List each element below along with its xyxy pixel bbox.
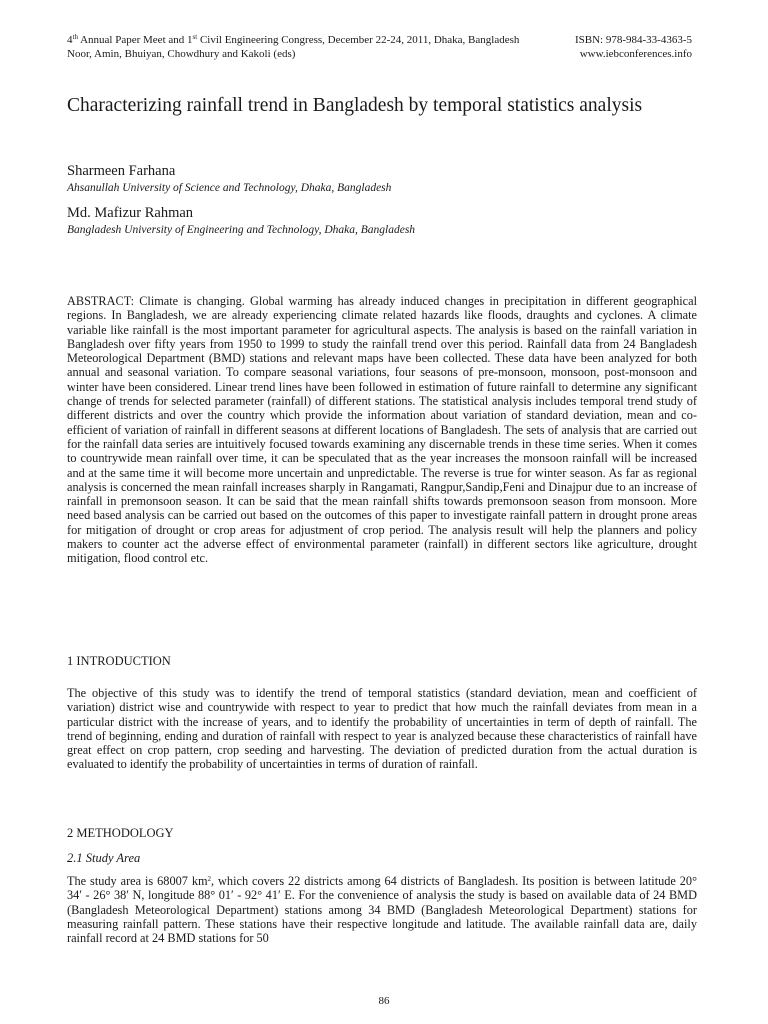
page-number: 86	[378, 995, 390, 1007]
study-area-body: The study area is 68007 $km^2$, which covers 22 districts among 64 districts of Bangladesh. Its position is between latitude 20° 34′ - 26° 38′ N, longitude 88° 01′ - 92° 41′ E. For the convenience of analysis the study is based on available data of 24 BMD (Bangladesh Meteorological Department) stations among 34 BMD (Bangladesh Meteorological Department) stations for measuring rainfall pattern. These stations have their respective longitude and latitude. The available rainfall data are, daily rainfall record at 24 BMD stations for 50	[67, 874, 698, 946]
introduction-body: The objective of this study was to identify the trend of temporal statistics (standard deviation, mean and coefficient of variation) district wise and countrywide with respect to year to predict that how much the rainfall deviates from mean in a particular district with the increase of years, and to identify the probability of uncertainties in term of depth of rainfall. The trend of beginning, ending and duration of rainfall with respect to year is analyzed because these characteristics of rainfall have great effect on crop pattern, crop seeding and harvesting. The deviation of predicted duration from the actual duration is evaluated to identify the probability of uncertainties in terms of duration of rainfall.	[67, 686, 697, 772]
author-name: Md. Mafizur Rahman	[67, 205, 194, 221]
conference-citation: 4th Annual Paper Meet and 1st Civil Engineering Congress, December 22-24, 2011, Dhaka, Bangladesh	[67, 33, 520, 46]
author-affiliation: Bangladesh University of Engineering and Technology, Dhaka, Bangladesh	[67, 224, 416, 236]
running-header-line-2	[67, 47, 692, 61]
paper-title: Characterizing rainfall trend in Bangladesh by temporal statistics analysis	[67, 95, 643, 116]
editors: Noor, Amin, Bhuiyan, Chowdhury and Kakoli (eds)	[67, 48, 296, 60]
section-heading-introduction: 1 INTRODUCTION	[67, 654, 171, 668]
author-name: Sharmeen Farhana	[67, 163, 176, 179]
isbn: ISBN: 978-984-33-4363-5	[574, 34, 692, 46]
running-header-line-1	[67, 33, 692, 47]
section-heading-methodology: 2 METHODOLOGY	[67, 826, 174, 840]
conference-website: www.iebconferences.info	[579, 48, 692, 60]
subsection-heading-study-area: 2.1 Study Area	[67, 851, 141, 865]
author-affiliation: Ahsanullah University of Science and Technology, Dhaka, Bangladesh	[67, 182, 392, 194]
abstract: ABSTRACT: Climate is changing. Global warming has already induced changes in precipitation in different geographical regions. In Bangladesh, we are already experiencing climate related hazards like floods, draughts and cyclones. A climate variable like rainfall is the most important parameter for agricultural aspects. The analysis is based on the rainfall variation in Bangladesh over fifty years from 1950 to 1999 to study the rainfall trend over this period. Rainfall data from 24 Bangladesh Meteorological Department (BMD) stations and relevant maps have been collected. These data have been analyzed for both annual and seasonal variation. To compare seasonal variations, four seasons of pre-monsoon, monsoon, post-monsoon and winter have been considered. Linear trend lines have been followed in estimation of future rainfall to determine any significant change of trends for selected parameter (rainfall) of different stations. The statistical analysis includes temporal trend study of different districts and over the country which provide the information about variation of standard deviation, mean and co-efficient of variation of rainfall in different seasons at different locations of Bangladesh. The sets of analysis that are carried out for the rainfall data series are intuitively focused towards examining any discernable trends in these time series. When it comes to countrywide mean rainfall over time, it can be speculated that as the year increases the monsoon rainfall will be increased and at the same time it will become more uncertain and unpredictable. The reverse is true for winter season. As far as regional analysis is concerned the mean rainfall increases sharply in Rangamati, Rangpur,Sandip,Feni and Dinajpur due to an increase of rainfall in premonsoon season. It can be said that the mean rainfall shifts towards premonsoon season from monsoon. More need based analysis can be carried out based on the outcomes of this paper to investigate rainfall pattern in drought prone areas for mitigation of drought or crop areas for adjustment of crop period. The analysis result will help the planners and policy makers to counter act the adverse effect of environmental parameter (rainfall) in different sectors like agriculture, drought mitigation, flood control etc.	[67, 294, 697, 566]
